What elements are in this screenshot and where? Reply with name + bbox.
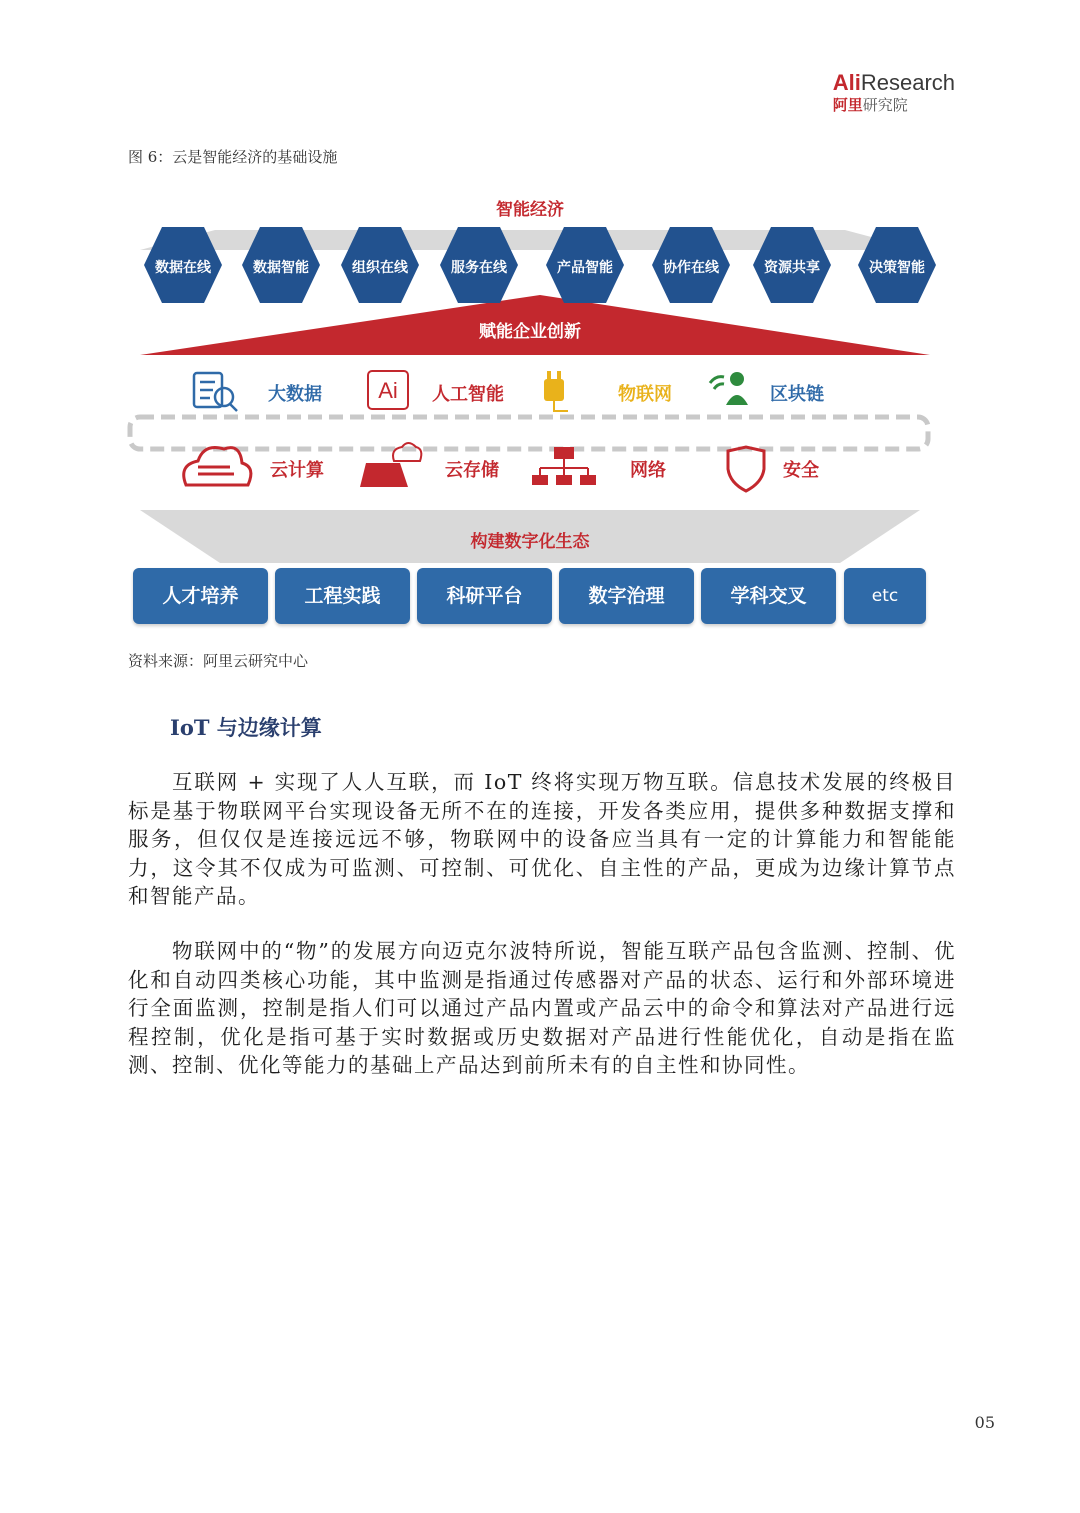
- logo-cn: 研究院: [862, 96, 908, 114]
- data-search-icon: [194, 373, 237, 411]
- logo-research: Research: [860, 70, 955, 95]
- dashed-separator-box: [130, 417, 928, 449]
- ai-icon: [368, 371, 408, 409]
- alireasearch-logo: [833, 70, 955, 115]
- logo-ali: Ali: [832, 70, 861, 95]
- tech-label-security: 安全: [783, 460, 819, 481]
- tech-label-storage: 云存储: [445, 460, 499, 481]
- iot-plug-icon: [544, 371, 568, 411]
- base-box: 科研平台: [417, 568, 552, 624]
- tech-label-iot: 物联网: [618, 384, 672, 405]
- paragraph-2: 物联网中的“物”的发展方向迈克尔波特所说，智能互联产品包含监测、控制、优化和自动四类核心功能，其中监测是指通过传感器对产品的状态、运行和外部环境进行全面监测，控制是指人们可以通过产品内置或产品云中的命令和算法对产品进行远程控制，优化是指可基于实时数据或历史数据对产品进行性能优化，自动是指在监测、控制、优化等能力的基础上产品达到前所未有的自主性和协同性。: [128, 939, 956, 1077]
- page-number: 05: [974, 1413, 995, 1432]
- bottom-band-title: 构建数字化生态: [470, 532, 590, 552]
- hexagon-label: 数据在线: [155, 260, 211, 276]
- figure-caption: 图 6：云是智能经济的基础设施: [128, 148, 338, 166]
- logo-english: [833, 70, 955, 96]
- cloud-icon: [184, 448, 251, 486]
- figure-source: 资料来源：阿里云研究中心: [128, 652, 309, 670]
- hexagon-label: 服务在线: [451, 260, 507, 276]
- cloud-infrastructure-diagram: [120, 185, 940, 635]
- network-icon: [532, 447, 596, 485]
- tech-label-cloud: 云计算: [270, 460, 324, 481]
- hexagon-label: 协作在线: [663, 260, 719, 276]
- base-box: 学科交叉: [701, 568, 836, 624]
- blockchain-people-icon: [710, 372, 748, 405]
- base-box: etc: [844, 568, 926, 624]
- base-box: 工程实践: [275, 568, 410, 624]
- paragraph-1: 互联网 + 实现了人人互联，而 IoT 终将实现万物互联。信息技术发展的终极目标是基于物联网平台实现设备无所不在的连接，开发各类应用，提供多种数据支撑和服务，但仅仅是连接远远不够，物联网中的设备应当具有一定的计算能力和智能能力，这令其不仅成为可监测、可控制、可优化、自主性的产品，更成为边缘计算节点和智能产品。: [128, 770, 956, 908]
- svg-text:Ai: Ai: [378, 378, 398, 403]
- hexagon-label: 资源共享: [764, 260, 820, 276]
- tech-label-blockchain: 区块链: [770, 384, 824, 405]
- section-title: IoT 与边缘计算: [170, 715, 322, 740]
- logo-chinese: [833, 94, 955, 115]
- hexagon-label: 数据智能: [253, 260, 309, 276]
- hexagon-label: 组织在线: [352, 260, 408, 276]
- shield-icon: [728, 447, 764, 491]
- middle-band-title: 赋能企业创新: [479, 322, 581, 342]
- tech-label-bigdata: 大数据: [268, 384, 322, 405]
- hexagon-label: 产品智能: [557, 260, 613, 276]
- tech-label-ai: 人工智能: [432, 384, 504, 405]
- base-box: 数字治理: [559, 568, 694, 624]
- tech-label-network: 网络: [630, 460, 666, 481]
- base-box: 人才培养: [133, 568, 268, 624]
- logo-cn-red: 阿里: [832, 96, 863, 114]
- top-band-title: 智能经济: [496, 200, 564, 220]
- hexagon-label: 决策智能: [869, 260, 925, 276]
